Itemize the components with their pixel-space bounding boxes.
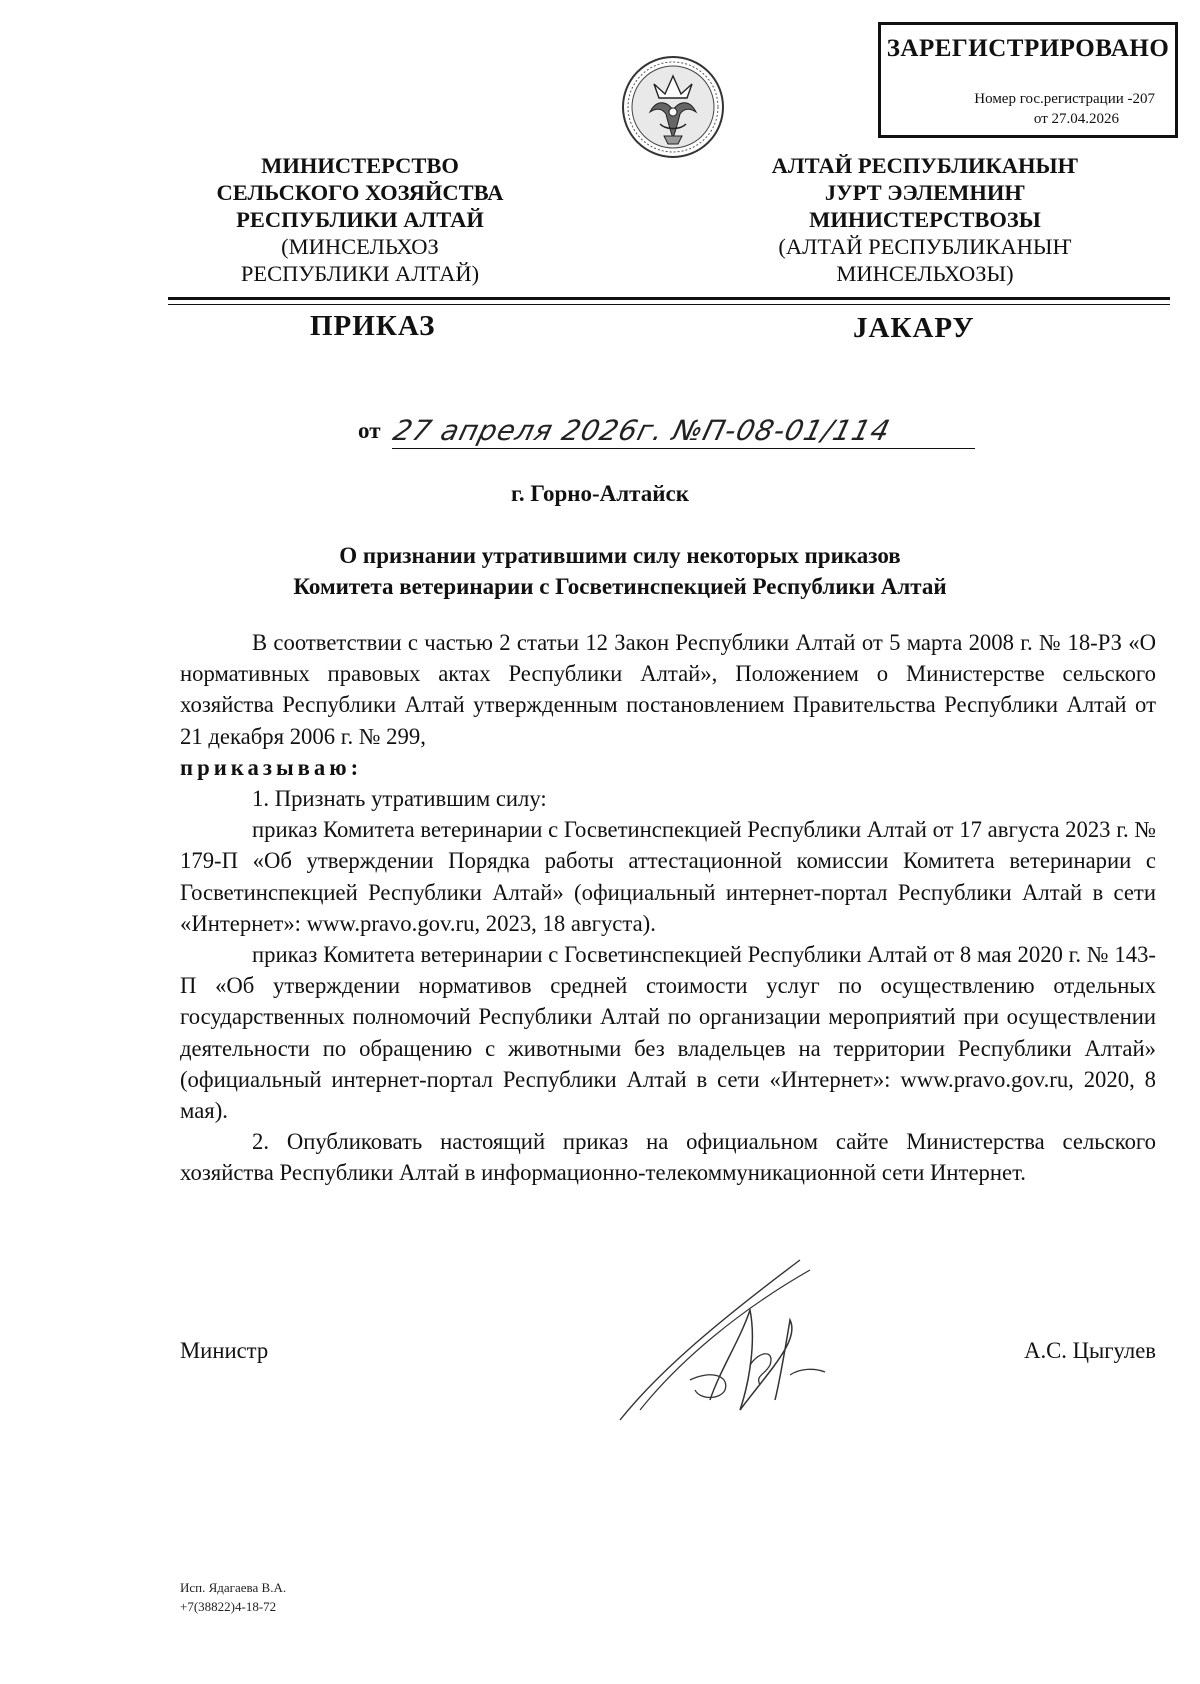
header-right-line2: ЈУРТ ЭЭЛЕМНИҤ <box>824 180 1026 205</box>
preamble-paragraph: В соответствии с частью 2 статьи 12 Закон Республики Алтай от 5 марта 2008 г. № 18-РЗ «О нормативных правовых актах Республики Алтай», Положением о Министерстве сельского хозяйства Республики Алтай утвержденным постановлением Правительства Республики Алтай от 21 декабря 2006 г. № 299, <box>180 630 1156 749</box>
stamp-registration-number: Номер гос.регистрации -207 <box>974 91 1155 107</box>
executor-phone: +7(38822)4-18-72 <box>180 1599 277 1614</box>
handwritten-signature <box>600 1250 890 1450</box>
document-title <box>160 540 1080 602</box>
item-1-sub-1: приказ Комитета ветеринарии с Госветинспекцией Республики Алтай от 17 августа 2023 г. № 179-П «Об утверждении Порядка работы аттестационной комиссии Комитета ветеринарии с Госветинспекцией Республики Алтай» (официальный интернет-портал Республики Алтай в сети «Интернет»: www.pravo.gov.ru, 2023, 18 августа). <box>180 817 1156 936</box>
title-line2: Комитета ветеринарии с Госветинспекцией Республики Алтай <box>293 574 947 599</box>
header-left-line2: СЕЛЬСКОГО ХОЗЯЙСТВА <box>216 180 504 205</box>
date-underline <box>392 448 975 449</box>
registration-stamp <box>878 22 1178 138</box>
doc-kind-altai: ЈАКАРУ <box>853 312 975 344</box>
order-word: приказываю: <box>180 754 363 780</box>
executor-name: Исп. Ядагаева В.А. <box>180 1580 287 1595</box>
stamp-title: ЗАРЕГИСТРИРОВАНО <box>886 35 1170 62</box>
coat-of-arms-emblem <box>620 54 726 160</box>
item-1-sub-2: приказ Комитета ветеринарии с Госветинспекцией Республики Алтай от 8 мая 2020 г. № 143-П «Об утверждении нормативов средней стоимости услуг по осуществлению отдельных государственных полномочий Республики Алтай по организации мероприятий при осуществлении деятельности по обращению с животными без владельцев на территории Республики Алтай» (официальный интернет-портал Республики Алтай в сети «Интернет»: www.pravo.gov.ru, 2020, 8 мая). <box>180 942 1156 1124</box>
header-right-line5: МИНСЕЛЬХОЗЫ) <box>836 261 1014 286</box>
header-right-line1: АЛТАЙ РЕСПУБЛИКАНЫҤ <box>771 153 1079 178</box>
handwritten-date-number: 27 апреля 2026г. №П-08-01/114 <box>389 414 895 447</box>
title-line1: О признании утратившими силу некоторых приказов <box>339 543 901 568</box>
header-right-line3: МИНИСТЕРСТВОЗЫ <box>809 207 1041 232</box>
executor-info <box>180 1578 286 1616</box>
header-left-line4: (МИНСЕЛЬХОЗ <box>281 234 439 259</box>
doc-kind-russian: ПРИКАЗ <box>310 310 436 342</box>
signatory-name: А.С. Цыгулев <box>1024 1338 1156 1363</box>
item-2: 2. Опубликовать настоящий приказ на официальном сайте Министерства сельского хозяйства Республики Алтай в информационно-телекоммуникационной сети Интернет. <box>180 1129 1156 1186</box>
header-left <box>190 152 530 287</box>
document-body <box>180 627 1156 1189</box>
header-divider-thin <box>168 304 1170 305</box>
header-right <box>735 152 1115 287</box>
city: г. Горно-Алтайск <box>511 481 689 506</box>
header-left-line3: РЕСПУБЛИКИ АЛТАЙ <box>236 207 484 232</box>
header-left-line5: РЕСПУБЛИКИ АЛТАЙ) <box>240 261 480 286</box>
signatory-position: Министр <box>180 1338 269 1363</box>
stamp-registration-date: от 27.04.2026 <box>1033 111 1119 127</box>
header-right-line4: (АЛТАЙ РЕСПУБЛИКАНЫҤ <box>778 234 1072 259</box>
item-1: 1. Признать утратившим силу: <box>252 786 547 812</box>
header-left-line1: МИНИСТЕРСТВО <box>261 153 459 178</box>
date-prefix: от <box>358 418 381 443</box>
header-divider-thick <box>168 297 1170 300</box>
